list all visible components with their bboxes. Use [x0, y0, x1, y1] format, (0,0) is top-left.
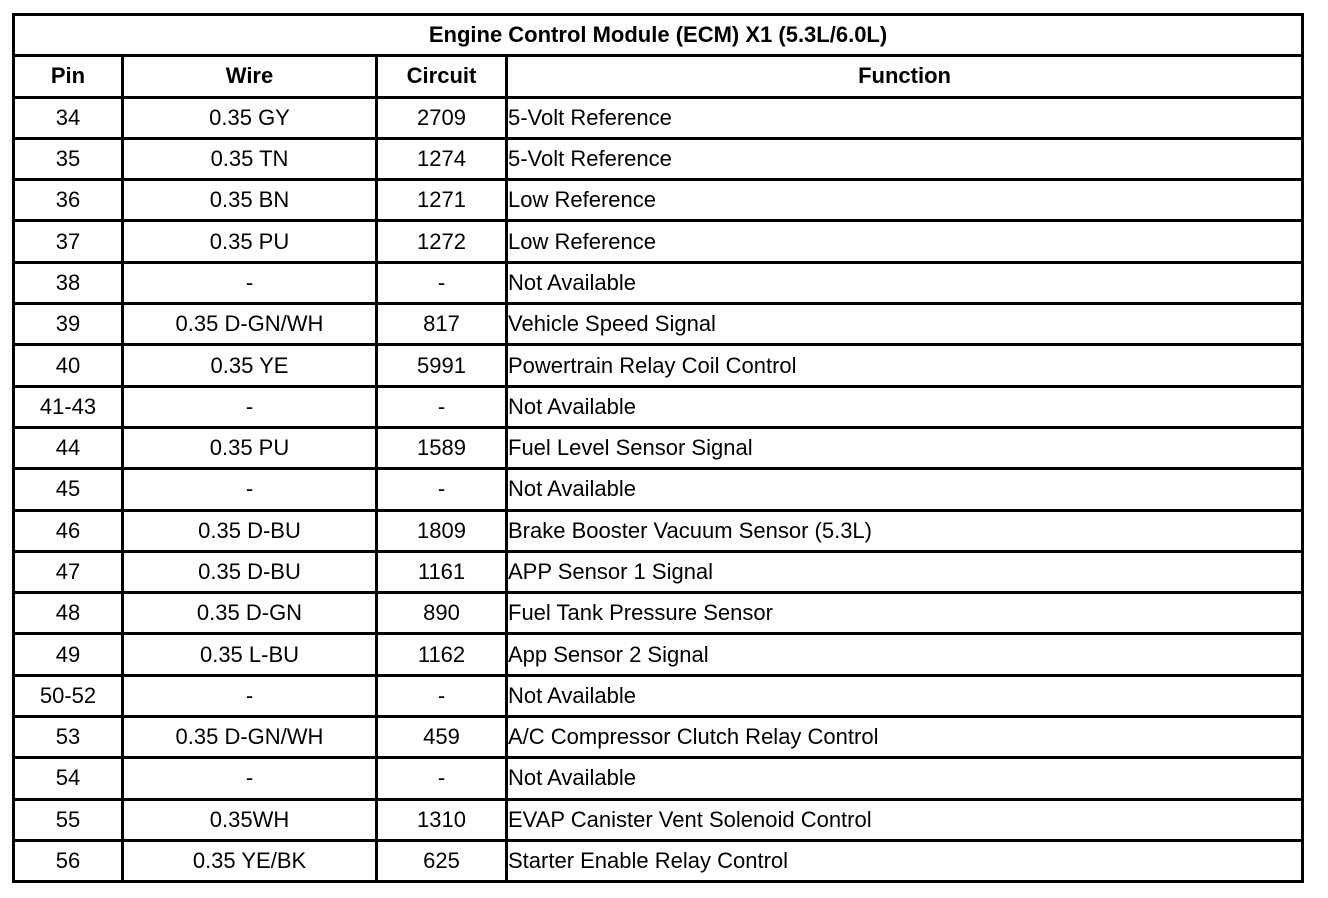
- wire-cell: 0.35 BN: [123, 180, 377, 221]
- pin-cell: 41-43: [14, 386, 123, 427]
- wire-cell: -: [123, 469, 377, 510]
- table-row: [14, 799, 1303, 840]
- wire-cell: -: [123, 675, 377, 716]
- table-title-row: [14, 15, 1303, 56]
- wire-cell: 0.35WH: [123, 799, 377, 840]
- circuit-cell: 625: [377, 840, 507, 881]
- function-cell: App Sensor 2 Signal: [507, 634, 1303, 675]
- table-row: [14, 138, 1303, 179]
- pin-cell: 39: [14, 304, 123, 345]
- circuit-cell: -: [377, 758, 507, 799]
- circuit-cell: 1274: [377, 138, 507, 179]
- function-cell: Not Available: [507, 758, 1303, 799]
- circuit-cell: 5991: [377, 345, 507, 386]
- table-row: [14, 717, 1303, 758]
- table-row: [14, 469, 1303, 510]
- header-function: Function: [507, 56, 1303, 97]
- function-cell: Vehicle Speed Signal: [507, 304, 1303, 345]
- wire-cell: 0.35 YE: [123, 345, 377, 386]
- table-row: [14, 262, 1303, 303]
- table-row: [14, 510, 1303, 551]
- pin-cell: 55: [14, 799, 123, 840]
- wire-cell: 0.35 PU: [123, 427, 377, 468]
- circuit-cell: 817: [377, 304, 507, 345]
- wire-cell: 0.35 L-BU: [123, 634, 377, 675]
- circuit-cell: 1272: [377, 221, 507, 262]
- function-cell: Powertrain Relay Coil Control: [507, 345, 1303, 386]
- table-body: [14, 97, 1303, 882]
- pin-cell: 36: [14, 180, 123, 221]
- wire-cell: 0.35 D-GN/WH: [123, 304, 377, 345]
- table-row: [14, 634, 1303, 675]
- pin-cell: 56: [14, 840, 123, 881]
- wire-cell: 0.35 D-GN: [123, 593, 377, 634]
- table-row: [14, 386, 1303, 427]
- circuit-cell: -: [377, 675, 507, 716]
- wire-cell: 0.35 GY: [123, 97, 377, 138]
- function-cell: Starter Enable Relay Control: [507, 840, 1303, 881]
- table-title: Engine Control Module (ECM) X1 (5.3L/6.0L): [14, 15, 1303, 56]
- function-cell: Not Available: [507, 386, 1303, 427]
- table-header-row: [14, 56, 1303, 97]
- connector-pinout-table: [12, 13, 1304, 883]
- function-cell: 5-Volt Reference: [507, 97, 1303, 138]
- pin-cell: 35: [14, 138, 123, 179]
- header-wire: Wire: [123, 56, 377, 97]
- pin-cell: 47: [14, 551, 123, 592]
- function-cell: A/C Compressor Clutch Relay Control: [507, 717, 1303, 758]
- pin-cell: 46: [14, 510, 123, 551]
- circuit-cell: 1310: [377, 799, 507, 840]
- pin-cell: 54: [14, 758, 123, 799]
- wire-cell: 0.35 D-BU: [123, 510, 377, 551]
- table-row: [14, 758, 1303, 799]
- pin-cell: 37: [14, 221, 123, 262]
- table-row: [14, 840, 1303, 881]
- wire-cell: 0.35 D-BU: [123, 551, 377, 592]
- circuit-cell: -: [377, 469, 507, 510]
- table-row: [14, 221, 1303, 262]
- table-row: [14, 593, 1303, 634]
- table-row: [14, 180, 1303, 221]
- pin-cell: 45: [14, 469, 123, 510]
- circuit-cell: 2709: [377, 97, 507, 138]
- function-cell: Not Available: [507, 469, 1303, 510]
- table-row: [14, 304, 1303, 345]
- wire-cell: 0.35 TN: [123, 138, 377, 179]
- function-cell: Brake Booster Vacuum Sensor (5.3L): [507, 510, 1303, 551]
- pin-cell: 50-52: [14, 675, 123, 716]
- table-row: [14, 675, 1303, 716]
- circuit-cell: 890: [377, 593, 507, 634]
- circuit-cell: 1162: [377, 634, 507, 675]
- function-cell: Not Available: [507, 675, 1303, 716]
- pin-cell: 49: [14, 634, 123, 675]
- circuit-cell: 1589: [377, 427, 507, 468]
- header-circuit: Circuit: [377, 56, 507, 97]
- circuit-cell: -: [377, 262, 507, 303]
- function-cell: APP Sensor 1 Signal: [507, 551, 1303, 592]
- circuit-cell: 459: [377, 717, 507, 758]
- circuit-cell: -: [377, 386, 507, 427]
- wire-cell: -: [123, 758, 377, 799]
- header-pin: Pin: [14, 56, 123, 97]
- wire-cell: 0.35 PU: [123, 221, 377, 262]
- pin-cell: 34: [14, 97, 123, 138]
- circuit-cell: 1161: [377, 551, 507, 592]
- function-cell: Fuel Tank Pressure Sensor: [507, 593, 1303, 634]
- wire-cell: -: [123, 386, 377, 427]
- function-cell: Fuel Level Sensor Signal: [507, 427, 1303, 468]
- wire-cell: 0.35 D-GN/WH: [123, 717, 377, 758]
- table-row: [14, 345, 1303, 386]
- wire-cell: 0.35 YE/BK: [123, 840, 377, 881]
- function-cell: Not Available: [507, 262, 1303, 303]
- table-row: [14, 97, 1303, 138]
- pin-cell: 48: [14, 593, 123, 634]
- table-row: [14, 427, 1303, 468]
- circuit-cell: 1809: [377, 510, 507, 551]
- pin-cell: 44: [14, 427, 123, 468]
- wire-cell: -: [123, 262, 377, 303]
- pin-cell: 38: [14, 262, 123, 303]
- pin-cell: 53: [14, 717, 123, 758]
- function-cell: 5-Volt Reference: [507, 138, 1303, 179]
- table-row: [14, 551, 1303, 592]
- function-cell: EVAP Canister Vent Solenoid Control: [507, 799, 1303, 840]
- function-cell: Low Reference: [507, 221, 1303, 262]
- function-cell: Low Reference: [507, 180, 1303, 221]
- circuit-cell: 1271: [377, 180, 507, 221]
- pin-cell: 40: [14, 345, 123, 386]
